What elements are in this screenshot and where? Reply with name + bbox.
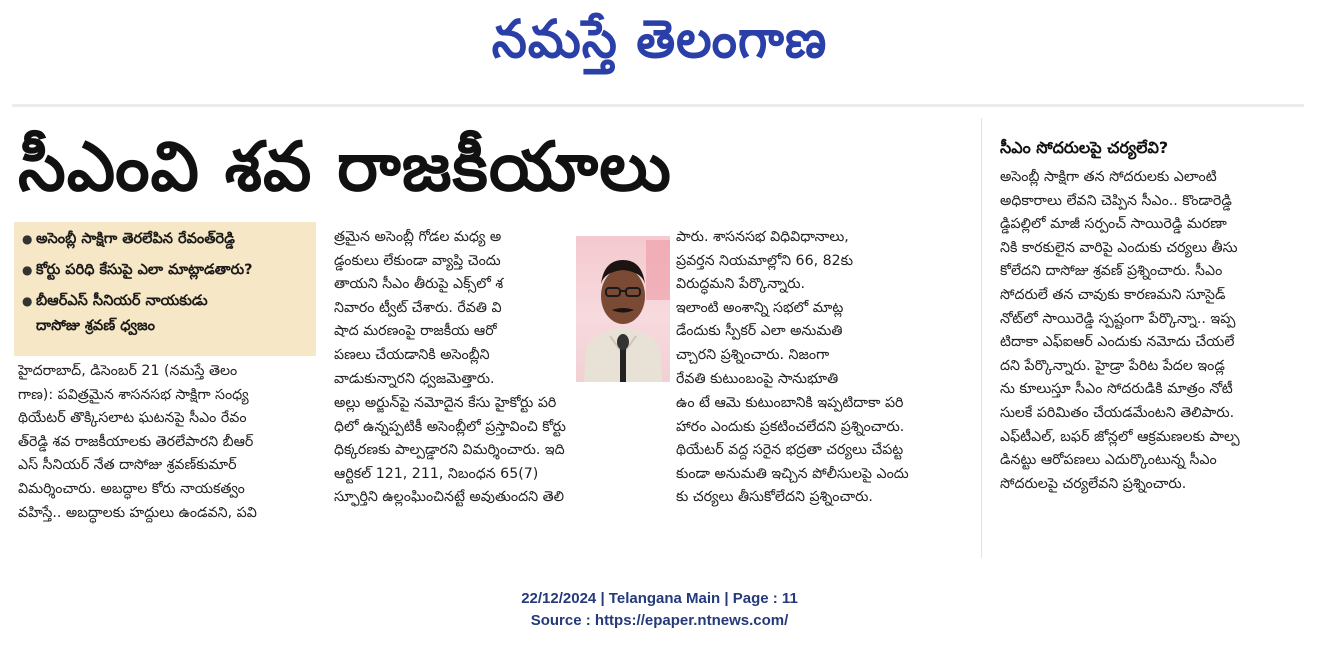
- highlight-item: ● బీఆర్‌ఎస్‌ సీనియర్‌ నాయకుడు: [22, 290, 308, 312]
- speaker-portrait-icon: [576, 236, 670, 382]
- highlight-item: ● అసెంబ్లీ సాక్షిగా తెరలేపిన రేవంత్‌రెడ్డి: [22, 228, 308, 250]
- footer-source-link[interactable]: Source : https://epaper.ntnews.com/: [530, 612, 789, 629]
- article-column-3-lower: ఉం టే ఆమె కుటుంబానికి ఇప్పటిదాకా పరి హారం ఎందుకు ప్రకటించలేదని ప్రశ్నించారు. థియేటర్‌ వద్ద సరైన భద్రతా చర్యలు చేపట్ట కుండా అనుమతి ఇచ్చిన పోలీసులపై ఎందు కు చర్యలు తీసుకోలేదని ప్రశ్నించారు.: [676, 395, 909, 506]
- sidebar-heading: సీఎం సోదరులపై చర్యలేవి?: [1000, 138, 1169, 157]
- speaker-photo: [576, 236, 670, 382]
- highlight-item: ● కోర్టు పరిధి కేసుపై ఎలా మాట్లాడతారు?: [22, 259, 308, 281]
- highlights-box: [14, 222, 316, 356]
- bullet-icon: ●: [22, 263, 33, 277]
- bullet-icon: ●: [22, 232, 33, 246]
- headline: సీఎంవి శవ రాజకీయాలు: [18, 128, 672, 207]
- top-rule: [12, 104, 1304, 107]
- article-column-2-lower: అల్లు అర్జున్‌పై నమోదైన కేసు హైకోర్టు పరి ధిలో ఉన్నప్పటికీ అసెంబ్లీలో ప్రస్తావించి కోర్టు ధిక్కరణకు పాల్పడ్డారని విమర్శించారు. ఇది ఆర్టికల్‌ 121, 211, నిబంధన 65(7) స్ఫూర్తిని ఉల్లంఘించినట్టే అవుతుందని తెలి: [334, 395, 566, 506]
- sidebar-column: అసెంబ్లీ సాక్షిగా తన సోదరులకు ఎలాంటి అధికారాలు లేవని చెప్పిన సీఎం.. కొండారెడ్డి డ్డిపల్లిలో మాజీ సర్పంచ్‌ సాయిరెడ్డి మరణా నికి కారకులైన వారిపై ఎందుకు చర్యలు తీసు కోలేదని దాసోజు శ్రవణ్‌ ప్రశ్నించారు. సీఎం సోదరులే తన చావుకు కారణమని సూసైడ్‌ నోట్‌లో సాయిరెడ్డి స్పష్టంగా పేర్కొన్నా.. ఇప్ప టిదాకా ఎఫ్‌ఐఆర్‌ ఎందుకు నమోదు చేయలే దని పేర్కొన్నారు. హైడ్రా పేరిట పేదల ఇండ్ల ను కూలుస్తూ సీఎం సోదరుడికి మాత్రం నోటీ సులకే పరిమితం చేయడమేంటని తెలిపారు. ఎఫ్‌టీఎల్‌, బఫర్‌ జోన్లలో ఆక్రమణలకు పాల్ప డినట్టు ఆరోపణలు ఎదుర్కొంటున్న సీఎం సోదరులపై చర్యలేవని ప్రశ్నించారు.: [1000, 169, 1240, 492]
- bullet-icon: ●: [22, 294, 33, 308]
- article-column-1: హైదరాబాద్‌, డిసెంబర్‌ 21 (నమస్తే తెలం గాణ): పవిత్రమైన శాసనసభ సాక్షిగా సంధ్య థియేటర్‌ తొక్కిసలాట ఘటనపై సీఎం రేవం త్‌రెడ్డి శవ రాజకీయాలకు తెరలేపారని బీఆర్‌ ఎస్‌ సీనియర్‌ నేత దాసోజు శ్రవణ్‌కుమార్‌ విమర్శించారు. అబద్ధాల కోరు నాయకత్వం వహిస్తే.. అబద్ధాలకు హద్దులు ఉండవని, పవి: [18, 363, 257, 521]
- footer-edition-info: 22/12/2024 | Telangana Main | Page : 11: [521, 590, 798, 607]
- highlight-item: దాసోజు శ్రవణ్‌ ధ్వజం: [36, 318, 155, 334]
- masthead-title: నమస్తే తెలంగాణ: [491, 8, 828, 70]
- article-column-2: త్రమైన అసెంబ్లీ గోడల మధ్య అ డ్డంకులు లేకుండా వ్యాప్తి చెందు తాయని సీఎం తీరుపై ఎక్స్‌లో శ నివారం ట్వీట్‌ చేశారు. రేవతి వి షాద మరణంపై రాజకీయ ఆరో పణలు చేయడానికి అసెంబ్లీని వాడుకున్నారని ధ్వజమెత్తారు.: [334, 229, 504, 387]
- masthead: [0, 6, 1319, 72]
- article-column-3: పారు. శాసనసభ విధివిధానాలు, ప్రవర్తన నియమాల్లోని 66, 82కు విరుద్ధమని పేర్కొన్నారు. ఇలాంటి అంశాన్ని సభలో మాట్ల డేందుకు స్పీకర్‌ ఎలా అనుమతి చ్చారని ప్రశ్నించారు. నిజంగా రేవతి కుటుంబంపై సానుభూతి: [676, 229, 853, 387]
- column-divider: [981, 118, 982, 558]
